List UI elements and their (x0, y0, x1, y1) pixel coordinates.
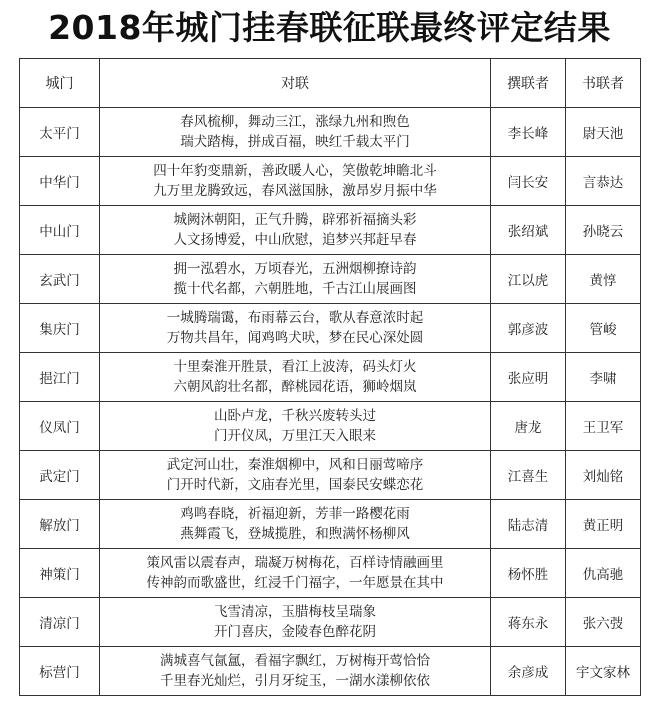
calligrapher-name: 张六弢 (566, 598, 641, 647)
couplet-cell (100, 500, 491, 549)
table-row (20, 500, 641, 549)
author-name: 张应明 (491, 353, 566, 402)
couplet-cell (100, 353, 491, 402)
author-name: 杨怀胜 (491, 549, 566, 598)
couplet-line-2: 门开时代新，文庙春光里，国泰民安蝶恋花 (166, 477, 424, 493)
couplet-line-1: 春风梳柳，舞动三江，涨绿九州和煦色 (180, 114, 410, 130)
couplet-line-2: 传神韵而歌盛世，红浸千门福字，一年愿景在其中 (146, 575, 444, 591)
calligrapher-name: 尉天池 (566, 108, 641, 157)
couplet-line-2: 燕舞霞飞，登城揽胜，和煦满怀杨柳风 (180, 526, 410, 542)
table-row (20, 451, 641, 500)
couplet-cell (100, 255, 491, 304)
gate-name: 清凉门 (20, 598, 100, 647)
gate-name: 中华门 (20, 157, 100, 206)
author-name: 唐龙 (491, 402, 566, 451)
calligrapher-name: 黄正明 (566, 500, 641, 549)
calligrapher-name: 王卫军 (566, 402, 641, 451)
table-row (20, 157, 641, 206)
header-couplet: 对联 (100, 59, 491, 108)
couplet-line-2: 揽十代名都，六朝胜地，千古江山展画图 (173, 281, 417, 297)
couplet-line-1: 武定河山壮，秦淮烟柳中，风和日丽莺啼序 (166, 457, 424, 473)
calligrapher-name: 仇高驰 (566, 549, 641, 598)
table-row (20, 304, 641, 353)
table-row (20, 549, 641, 598)
gate-name: 玄武门 (20, 255, 100, 304)
couplet-line-2: 万物共昌年，闻鸡鸣犬吠，梦在民心深处圆 (166, 330, 424, 346)
couplet-cell (100, 157, 491, 206)
couplet-line-1: 十里秦淮开胜景，看江上波涛，码头灯火 (173, 359, 417, 375)
author-name: 陆志清 (491, 500, 566, 549)
table-header-row (20, 59, 641, 108)
author-name: 李长峰 (491, 108, 566, 157)
couplet-cell (100, 451, 491, 500)
couplet-line-1: 策风雷以震春声，瑞凝万树梅花，百样诗情融画里 (146, 555, 444, 571)
couplet-line-1: 一城腾瑞霭，布雨幕云台，歌从春意浓时起 (166, 310, 424, 326)
calligrapher-name: 黄惇 (566, 255, 641, 304)
gate-name: 神策门 (20, 549, 100, 598)
results-table (19, 58, 641, 696)
page-title: 2018年城门挂春联征联最终评定结果 (48, 8, 611, 47)
table-row (20, 206, 641, 255)
couplet-cell (100, 108, 491, 157)
gate-name: 集庆门 (20, 304, 100, 353)
calligrapher-name: 管峻 (566, 304, 641, 353)
calligrapher-name: 言恭达 (566, 157, 641, 206)
gate-name: 仪凤门 (20, 402, 100, 451)
couplet-line-1: 鸡鸣春晓，祈福迎新，芳菲一路樱花雨 (180, 506, 410, 522)
table-row (20, 598, 641, 647)
couplet-line-2: 九万里龙腾致远，春风滋国脉，激昂岁月振中华 (153, 183, 437, 199)
table-row (20, 108, 641, 157)
couplet-line-1: 满城喜气氤氲，看福字飘红，万树梅开莺恰恰 (160, 653, 430, 669)
table-row (20, 647, 641, 696)
couplet-line-2: 开门喜庆，金陵春色醉花阴 (214, 624, 376, 640)
couplet-line-1: 四十年豹变鼎新，善政暖人心，笑傲乾坤瞻北斗 (153, 163, 437, 179)
gate-name: 武定门 (20, 451, 100, 500)
author-name: 余彦成 (491, 647, 566, 696)
header-gate: 城门 (20, 59, 100, 108)
couplet-line-1: 城阙沐朝阳，正气升腾，辟邪祈福摘头彩 (173, 212, 417, 228)
table-row (20, 353, 641, 402)
couplet-line-2: 门开仪凤，万里江天入眼来 (214, 428, 376, 444)
couplet-cell (100, 598, 491, 647)
couplet-cell (100, 206, 491, 255)
header-calligrapher: 书联者 (566, 59, 641, 108)
couplet-cell (100, 549, 491, 598)
author-name: 江以虎 (491, 255, 566, 304)
couplet-line-2: 六朝风韵壮名都，醉桃园花语，狮岭烟岚 (173, 379, 417, 395)
couplet-line-1: 飞雪清凉，玉腊梅枝呈瑞象 (214, 604, 376, 620)
couplet-cell (100, 647, 491, 696)
calligrapher-name: 刘灿铭 (566, 451, 641, 500)
gate-name: 中山门 (20, 206, 100, 255)
author-name: 郭彦波 (491, 304, 566, 353)
author-name: 闫长安 (491, 157, 566, 206)
author-name: 蒋东永 (491, 598, 566, 647)
calligrapher-name: 宇文家林 (566, 647, 641, 696)
couplet-line-1: 拥一泓碧水，万顷春光，五洲烟柳撩诗韵 (173, 261, 417, 277)
couplet-line-2: 人文扬博爱，中山欣慰，追梦兴邦赶早春 (173, 232, 417, 248)
calligrapher-name: 李啸 (566, 353, 641, 402)
couplet-cell (100, 402, 491, 451)
gate-name: 挹江门 (20, 353, 100, 402)
table-row (20, 255, 641, 304)
table-row (20, 402, 641, 451)
couplet-line-2: 瑞犬踏梅，拼成百福，映红千载太平门 (180, 134, 410, 150)
couplet-line-1: 山卧卢龙，千秋兴废转头过 (214, 408, 376, 424)
gate-name: 太平门 (20, 108, 100, 157)
couplet-cell (100, 304, 491, 353)
calligrapher-name: 孙晓云 (566, 206, 641, 255)
gate-name: 解放门 (20, 500, 100, 549)
gate-name: 标营门 (20, 647, 100, 696)
header-author: 撰联者 (491, 59, 566, 108)
author-name: 江喜生 (491, 451, 566, 500)
couplet-line-2: 千里春光灿烂，引月牙绽玉，一湖水漾柳依依 (160, 673, 430, 689)
author-name: 张绍斌 (491, 206, 566, 255)
